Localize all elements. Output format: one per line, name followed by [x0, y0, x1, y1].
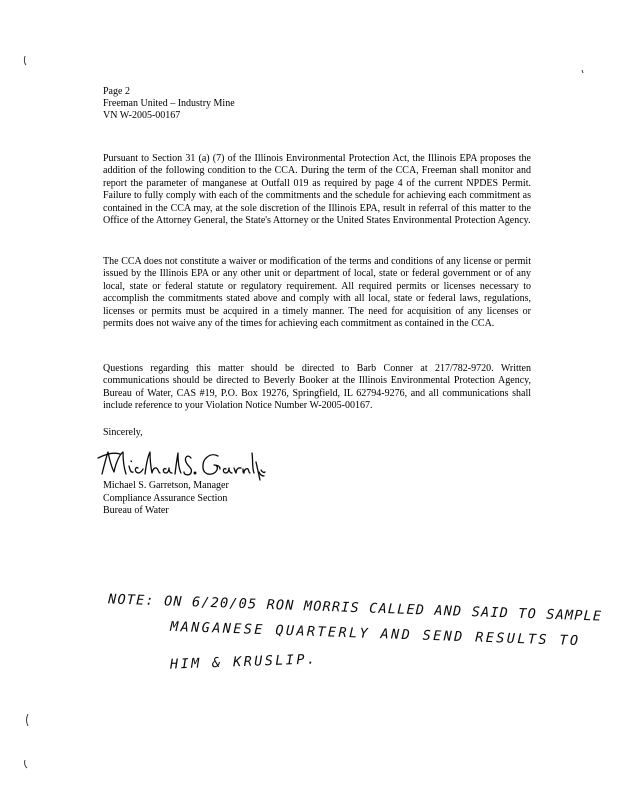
paragraph-waiver: The CCA does not constitute a waiver or modification of the terms and conditions of any license or permit issued by the Illinois EPA or any other unit or department of local, state or federal government or of any local, state or federal statute or regulatory requirement. All required permits or licenses necessary to accomplish the commitments stated above and comply with all local, state or federal laws, regulations, licenses or permits must be acquired in a timely manner. The need for acquisition of any licenses or permits does not waive any of the times for achieving each commitment as contained in the CCA.	[103, 256, 531, 330]
violation-notice-number: VN W-2005-00167	[103, 110, 181, 121]
signer-name: Michael S. Garretson, Manager	[103, 480, 229, 491]
paragraph-condition: Pursuant to Section 31 (a) (7) of the Illinois Environmental Protection Act, the Illinois EPA proposes the addition of the following condition to the CCA. During the term of the CCA, Freeman shall monitor and report the parameter of manganese at Outfall 019 as required by page 4 of the current NPDES Permit. Failure to fully comply with each of the commitments and the schedule for achieving each commitment as contained in the CCA may, at the sole discretion of the Illinois EPA, result in referral of this matter to the Office of the Attorney General, the State's Attorney or the United States Environmental Protection Agency.	[103, 153, 531, 227]
handwritten-note	[107, 591, 603, 696]
letter-header	[103, 86, 235, 122]
closing-salutation: Sincerely,	[103, 427, 143, 438]
handwritten-signature	[96, 444, 266, 484]
note-line-2: MANGANESE QUARTERLY AND SEND RESULTS TO	[169, 618, 581, 650]
signer-bureau: Bureau of Water	[103, 505, 169, 516]
note-line-1: NOTE: ON 6/20/05 RON MORRIS CALLED AND SAID TO SAMPLE	[107, 591, 603, 625]
page-number: Page 2	[103, 86, 130, 97]
signer-section: Compliance Assurance Section	[103, 492, 228, 504]
paragraph-questions: Questions regarding this matter should be directed to Barb Conner at 217/782-9720. Written communications should be directed to Beverly Booker at the Illinois Environmental Protection Agency, Bureau of Water, CAS #19, P.O. Box 19276, Springfield, IL 62794-9276, and all communications shall include reference to your Violation Notice Number W-2005-00167.	[103, 363, 531, 412]
note-line-3: HIM & KRUSLIP.	[169, 651, 318, 673]
signature-block	[103, 480, 229, 518]
recipient-line: Freeman United – Industry Mine	[103, 98, 235, 109]
